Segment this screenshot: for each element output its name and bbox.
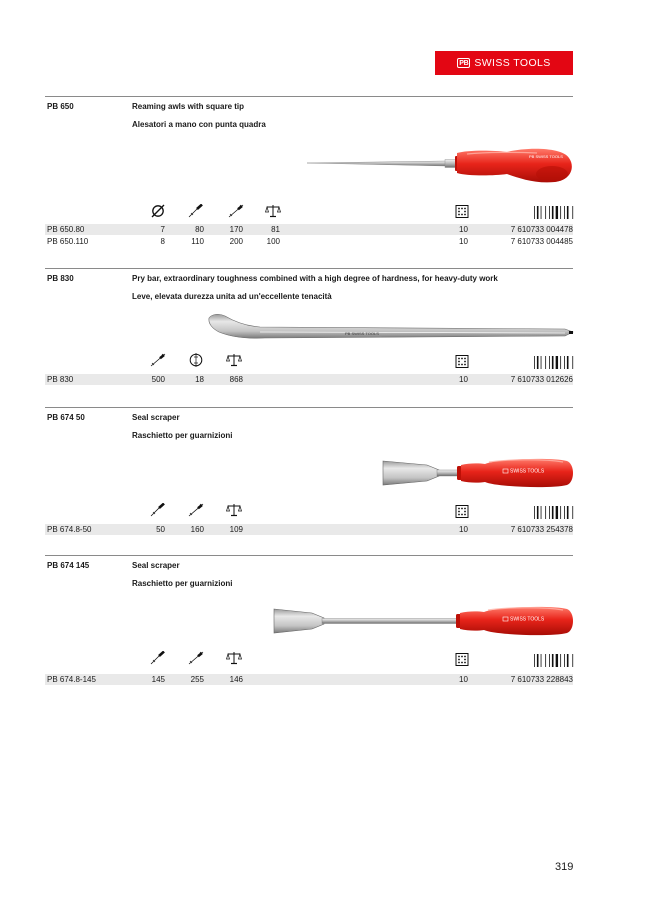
cell-value: 145: [151, 675, 165, 684]
pack-quantity: 10: [459, 675, 468, 684]
svg-text:PB SWISS TOOLS: PB SWISS TOOLS: [529, 154, 563, 159]
weight-icon: [226, 651, 242, 665]
product-title-en: Pry bar, extraordinary toughness combined with a high degree of hardness, for heavy-duty work: [132, 274, 498, 283]
diameter-icon: [150, 204, 166, 218]
svg-text:SWISS TOOLS: SWISS TOOLS: [510, 468, 545, 475]
product-code: PB 830: [47, 274, 74, 283]
product-section-pb674145: [45, 555, 573, 695]
ean-code: 7 610733 004478: [510, 225, 573, 234]
page-number: 319: [555, 861, 574, 873]
product-title-it: Raschietto per guarnizioni: [132, 431, 233, 440]
section-divider: [45, 96, 573, 97]
product-code: PB 674 50: [47, 413, 85, 422]
cell-value: 100: [266, 237, 280, 246]
barcode-icon: [534, 206, 574, 219]
article-number: PB 830: [47, 375, 74, 384]
barcode-icon: [534, 506, 574, 519]
total-length-icon: [188, 503, 204, 517]
seal-scraper-long-image: [272, 601, 577, 641]
total-length-icon: [188, 651, 204, 665]
pack-quantity: 10: [459, 375, 468, 384]
seal-scraper-short-image: [381, 453, 577, 493]
barcode-icon: [534, 654, 574, 667]
ean-code: 7 610733 254378: [510, 525, 573, 534]
package-quantity-icon: [454, 653, 470, 667]
weight-icon: [226, 503, 242, 517]
cell-value: 8: [160, 237, 165, 246]
article-number: PB 674.8-145: [47, 675, 96, 684]
cross-section-icon: [188, 353, 204, 367]
product-title-en: Seal scraper: [132, 561, 180, 570]
ean-code: 7 610733 012626: [510, 375, 573, 384]
section-divider: [45, 555, 573, 556]
package-quantity-icon: [454, 505, 470, 519]
cell-value: 109: [229, 525, 243, 534]
article-number: PB 650.110: [47, 237, 89, 246]
total-length-icon: [150, 353, 166, 367]
cell-value: 868: [229, 375, 243, 384]
product-section-pb830: [45, 268, 573, 398]
svg-text:SWISS TOOLS: SWISS TOOLS: [510, 616, 545, 623]
table-row: [45, 674, 573, 685]
barcode-icon: [534, 356, 574, 369]
product-section-pb650: [45, 96, 573, 256]
cell-value: 81: [271, 225, 280, 234]
svg-text:PB SWISS TOOLS: PB SWISS TOOLS: [345, 331, 379, 336]
ean-code: 7 610733 228843: [510, 675, 573, 684]
blade-length-icon: [150, 503, 166, 517]
brand-name: SWISS TOOLS: [474, 57, 551, 69]
total-length-icon: [228, 204, 244, 218]
product-title-it: Alesatori a mano con punta quadra: [132, 120, 266, 129]
article-number: PB 674.8-50: [47, 525, 92, 534]
cell-value: 255: [190, 675, 204, 684]
pack-quantity: 10: [459, 225, 468, 234]
cell-value: 500: [151, 375, 165, 384]
blade-length-icon: [150, 651, 166, 665]
article-number: PB 650.80: [47, 225, 85, 234]
table-row: [45, 524, 573, 535]
product-title-it: Raschietto per guarnizioni: [132, 579, 233, 588]
weight-icon: [265, 204, 281, 218]
product-title-it: Leve, elevata durezza unita ad un'eccellente tenacità: [132, 292, 332, 301]
reaming-awl-image: [307, 144, 577, 186]
cell-value: 110: [191, 237, 204, 246]
product-code: PB 674 145: [47, 561, 90, 570]
table-row: [45, 236, 573, 247]
pry-bar-image: [205, 312, 577, 346]
product-title-en: Reaming awls with square tip: [132, 102, 245, 111]
blade-length-icon: [188, 204, 204, 218]
product-title-en: Seal scraper: [132, 413, 180, 422]
cell-value: 50: [156, 525, 165, 534]
cell-value: 146: [229, 675, 243, 684]
pack-quantity: 10: [459, 237, 468, 246]
section-divider: [45, 268, 573, 269]
ean-code: 7 610733 004485: [510, 237, 573, 246]
cell-value: 7: [160, 225, 165, 234]
weight-icon: [226, 353, 242, 367]
pack-quantity: 10: [459, 525, 468, 534]
cell-value: 200: [229, 237, 243, 246]
section-divider: [45, 407, 573, 408]
package-quantity-icon: [454, 355, 470, 369]
table-row: [45, 374, 573, 385]
brand-logo: [435, 51, 573, 75]
cell-value: 18: [195, 375, 204, 384]
product-code: PB 650: [47, 102, 74, 111]
brand-badge: PB: [459, 59, 469, 67]
package-quantity-icon: [454, 205, 470, 219]
cell-value: 80: [195, 225, 204, 234]
cell-value: 160: [190, 525, 204, 534]
product-section-pb67450: [45, 407, 573, 547]
table-row: [45, 224, 573, 235]
cell-value: 170: [229, 225, 243, 234]
